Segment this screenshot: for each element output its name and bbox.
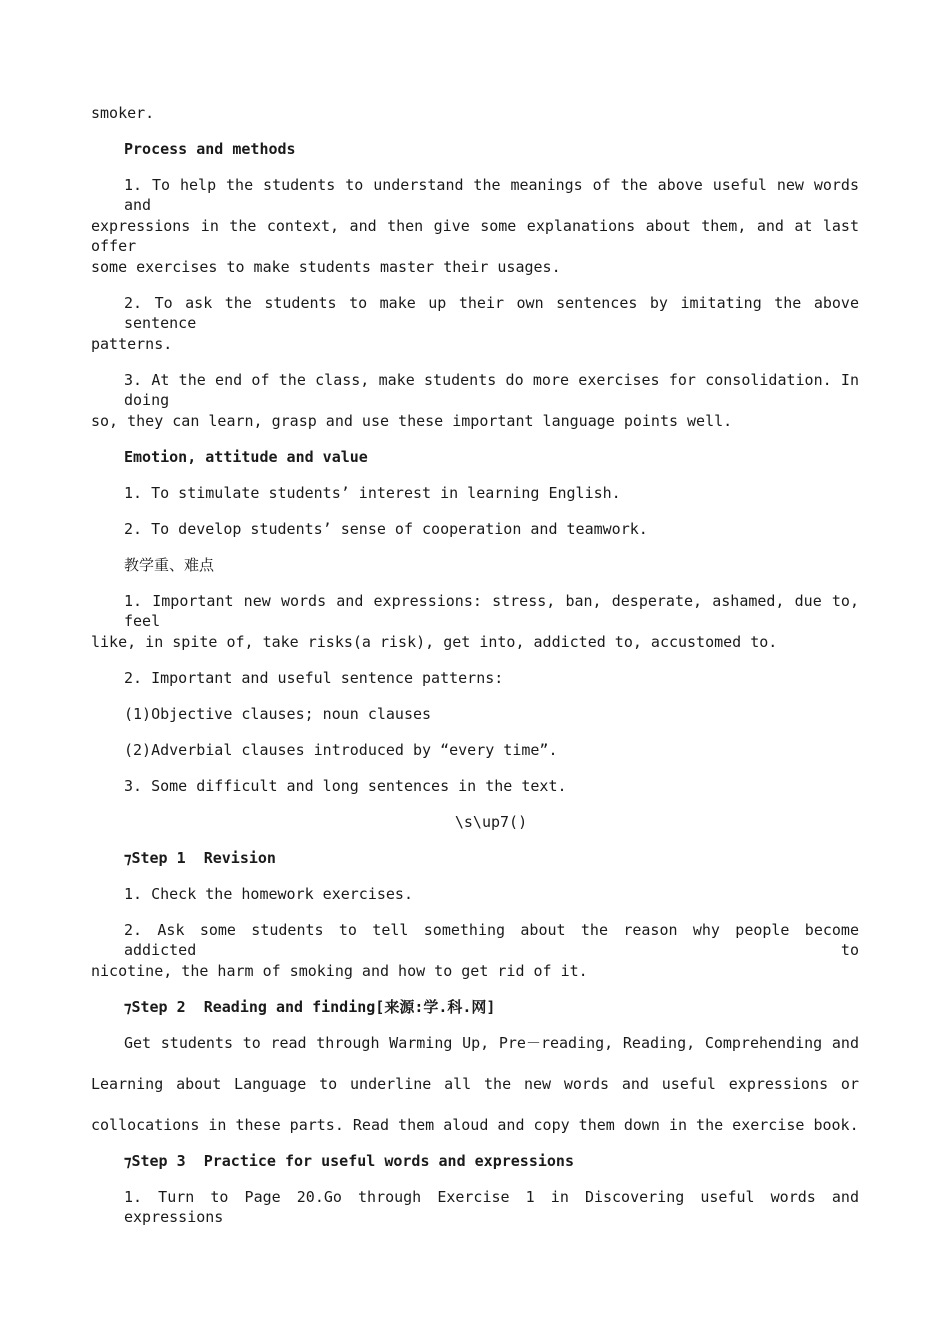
step-heading-text: Step 3 Practice for useful words and expressions xyxy=(131,1152,574,1170)
step-heading-2 xyxy=(124,997,859,1017)
paragraph-line: 3. At the end of the class, make students do more exercises for consolidation. In doing xyxy=(124,371,859,409)
paragraph-line: like, in spite of, take risks(a risk), get into, addicted to, accustomed to. xyxy=(91,633,778,651)
paragraph-line: Learning about Language to underline all the new words and useful expressions or xyxy=(91,1075,859,1093)
section-heading-process-methods: Process and methods xyxy=(124,140,296,158)
paragraph-line: 2. Important and useful sentence patterns: xyxy=(124,669,504,687)
paragraph-line: 2. Ask some students to tell something about the reason why people become addicted to xyxy=(124,921,859,959)
paragraph-line: nicotine, the harm of smoking and how to get rid of it. xyxy=(91,962,588,980)
paragraph-line: expressions in the context, and then give some explanations about them, and at last offer xyxy=(91,217,859,255)
paragraph-line: smoker. xyxy=(91,104,155,122)
step-heading-3 xyxy=(124,1151,859,1171)
paragraph-line: Get students to read through Warming Up, Pre－reading, Reading, Comprehending and xyxy=(124,1034,859,1052)
section-heading-emotion: Emotion, attitude and value xyxy=(124,448,368,466)
paragraph-line: some exercises to make students master their usages. xyxy=(91,258,561,276)
paragraph-line: 1. Turn to Page 20.Go through Exercise 1 in Discovering useful words and expressions xyxy=(124,1188,859,1226)
paragraph-line: 1. To stimulate students’ interest in learning English. xyxy=(124,484,621,502)
paragraph-line: 2. To develop students’ sense of cooperation and teamwork. xyxy=(124,520,648,538)
paragraph-line: patterns. xyxy=(91,335,173,353)
paragraph-line: 1. Check the homework exercises. xyxy=(124,885,413,903)
paragraph-line: so, they can learn, grasp and use these important language points well. xyxy=(91,412,733,430)
step-marker-icon: ⁊ xyxy=(124,849,132,867)
step-marker-icon: ⁊ xyxy=(124,998,132,1016)
field-code-text: \s\up7() xyxy=(454,813,528,831)
paragraph-line: collocations in these parts. Read them aloud and copy them down in the exercise book. xyxy=(91,1116,859,1134)
step-heading-1 xyxy=(124,848,859,868)
paragraph-line: 1. Important new words and expressions: stress, ban, desperate, ashamed, due to, feel xyxy=(124,592,859,630)
paragraph-line: 1. To help the students to understand the meanings of the above useful new words and xyxy=(124,176,859,214)
step-marker-icon: ⁊ xyxy=(124,1152,132,1170)
step-heading-text: Step 1 Revision xyxy=(131,849,276,867)
paragraph-line: (1)Objective clauses; noun clauses xyxy=(124,705,432,723)
step-heading-text: Step 2 Reading and finding[来源:学.科.网] xyxy=(131,998,496,1016)
paragraph-line: (2)Adverbial clauses introduced by “every time”. xyxy=(124,741,558,759)
section-heading-key-points: 教学重、难点 xyxy=(124,556,215,574)
paragraph-line: 3. Some difficult and long sentences in the text. xyxy=(124,777,567,795)
paragraph-line: 2. To ask the students to make up their own sentences by imitating the above sentence xyxy=(124,294,859,332)
